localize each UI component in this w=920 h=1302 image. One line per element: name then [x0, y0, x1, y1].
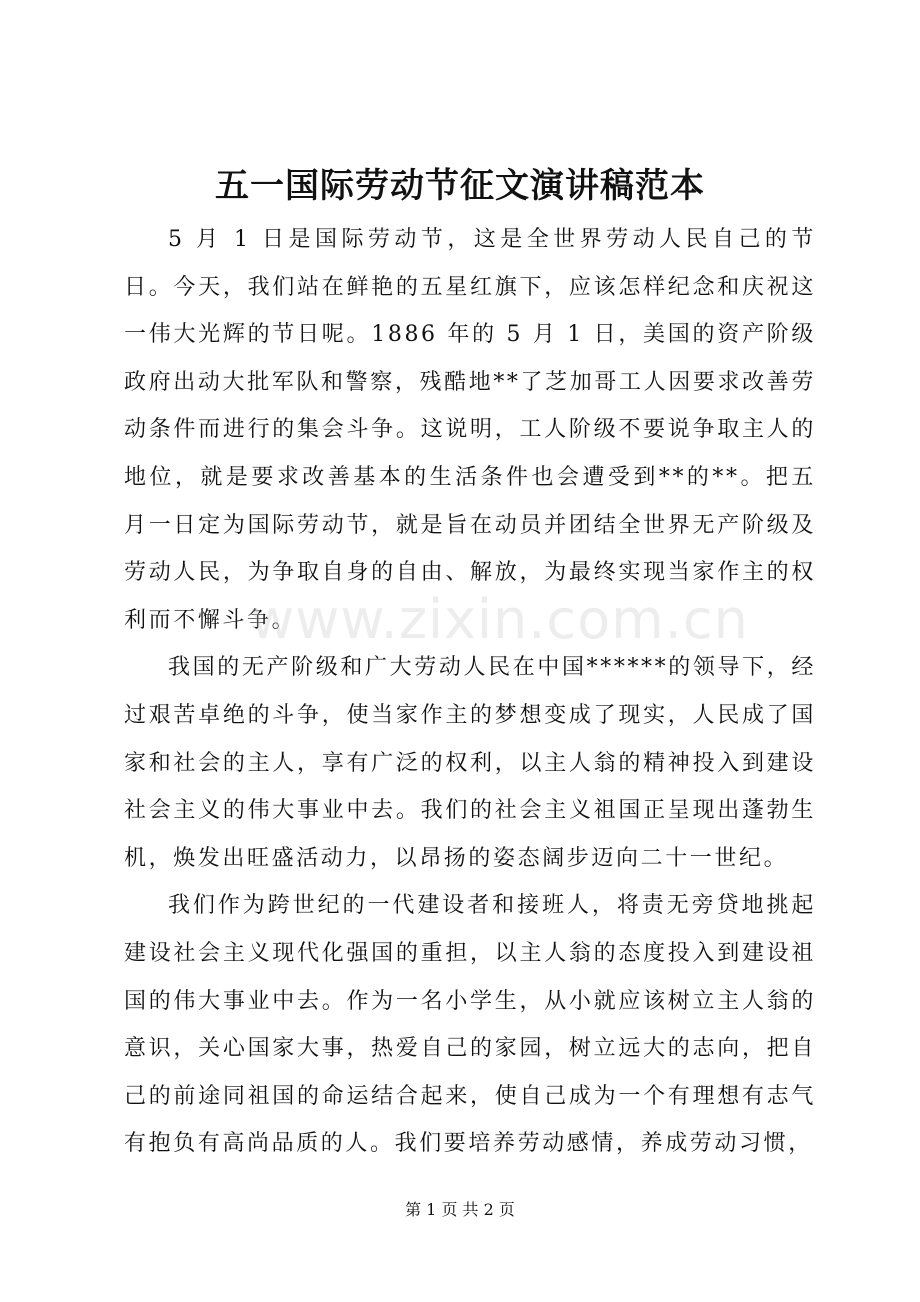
document-body	[124, 216, 816, 1168]
watermark: www.zixin.com.cn	[250, 588, 749, 651]
paragraph-1: 5 月 1 日是国际劳动节，这是全世界劳动人民自己的节日。今天，我们站在鲜艳的五星红旗下，应该怎样纪念和庆祝这一伟大光辉的节日呢。1886 年的 5 月 1 日，美国的资产阶级政府出动大批军队和警察，残酷地**了芝加哥工人因要求改善劳动条件而进行的集会斗争。这说明，工人阶级不要说争取主人的地位，就是要求改善基本的生活条件也会遭受到**的**。把五月一日定为国际劳动节，就是旨在动员并团结全世界无产阶级及劳动人民，为争取自身的自由、解放，为最终实现当家作主的权利而不懈斗争。	[124, 227, 816, 633]
paragraph-3: 我们作为跨世纪的一代建设者和接班人，将责无旁贷地挑起建设社会主义现代化强国的重担，以主人翁的态度投入到建设祖国的伟大事业中去。作为一名小学生，从小就应该树立主人翁的意识，关心国家大事，热爱自己的家园，树立远大的志向，把自己的前途同祖国的命运结合起来，使自己成为一个有理想有志气有抱负有高尚品质的人。我们要培养劳动感情，养成劳动习惯，	[124, 893, 816, 1157]
page-footer: 第 1 页 共 2 页	[405, 1200, 515, 1219]
paragraph-2: 我国的无产阶级和广大劳动人民在中国******的领导下，经过艰苦卓绝的斗争，使当家作主的梦想变成了现实，人民成了国家和社会的主人，享有广泛的权利，以主人翁的精神投入到建设社会主义的伟大事业中去。我们的社会主义祖国正呈现出蓬勃生机，焕发出旺盛活动力，以昂扬的姿态阔步迈向二十一世纪。	[124, 655, 816, 871]
document-title: 五一国际劳动节征文演讲稿范本	[215, 166, 705, 206]
